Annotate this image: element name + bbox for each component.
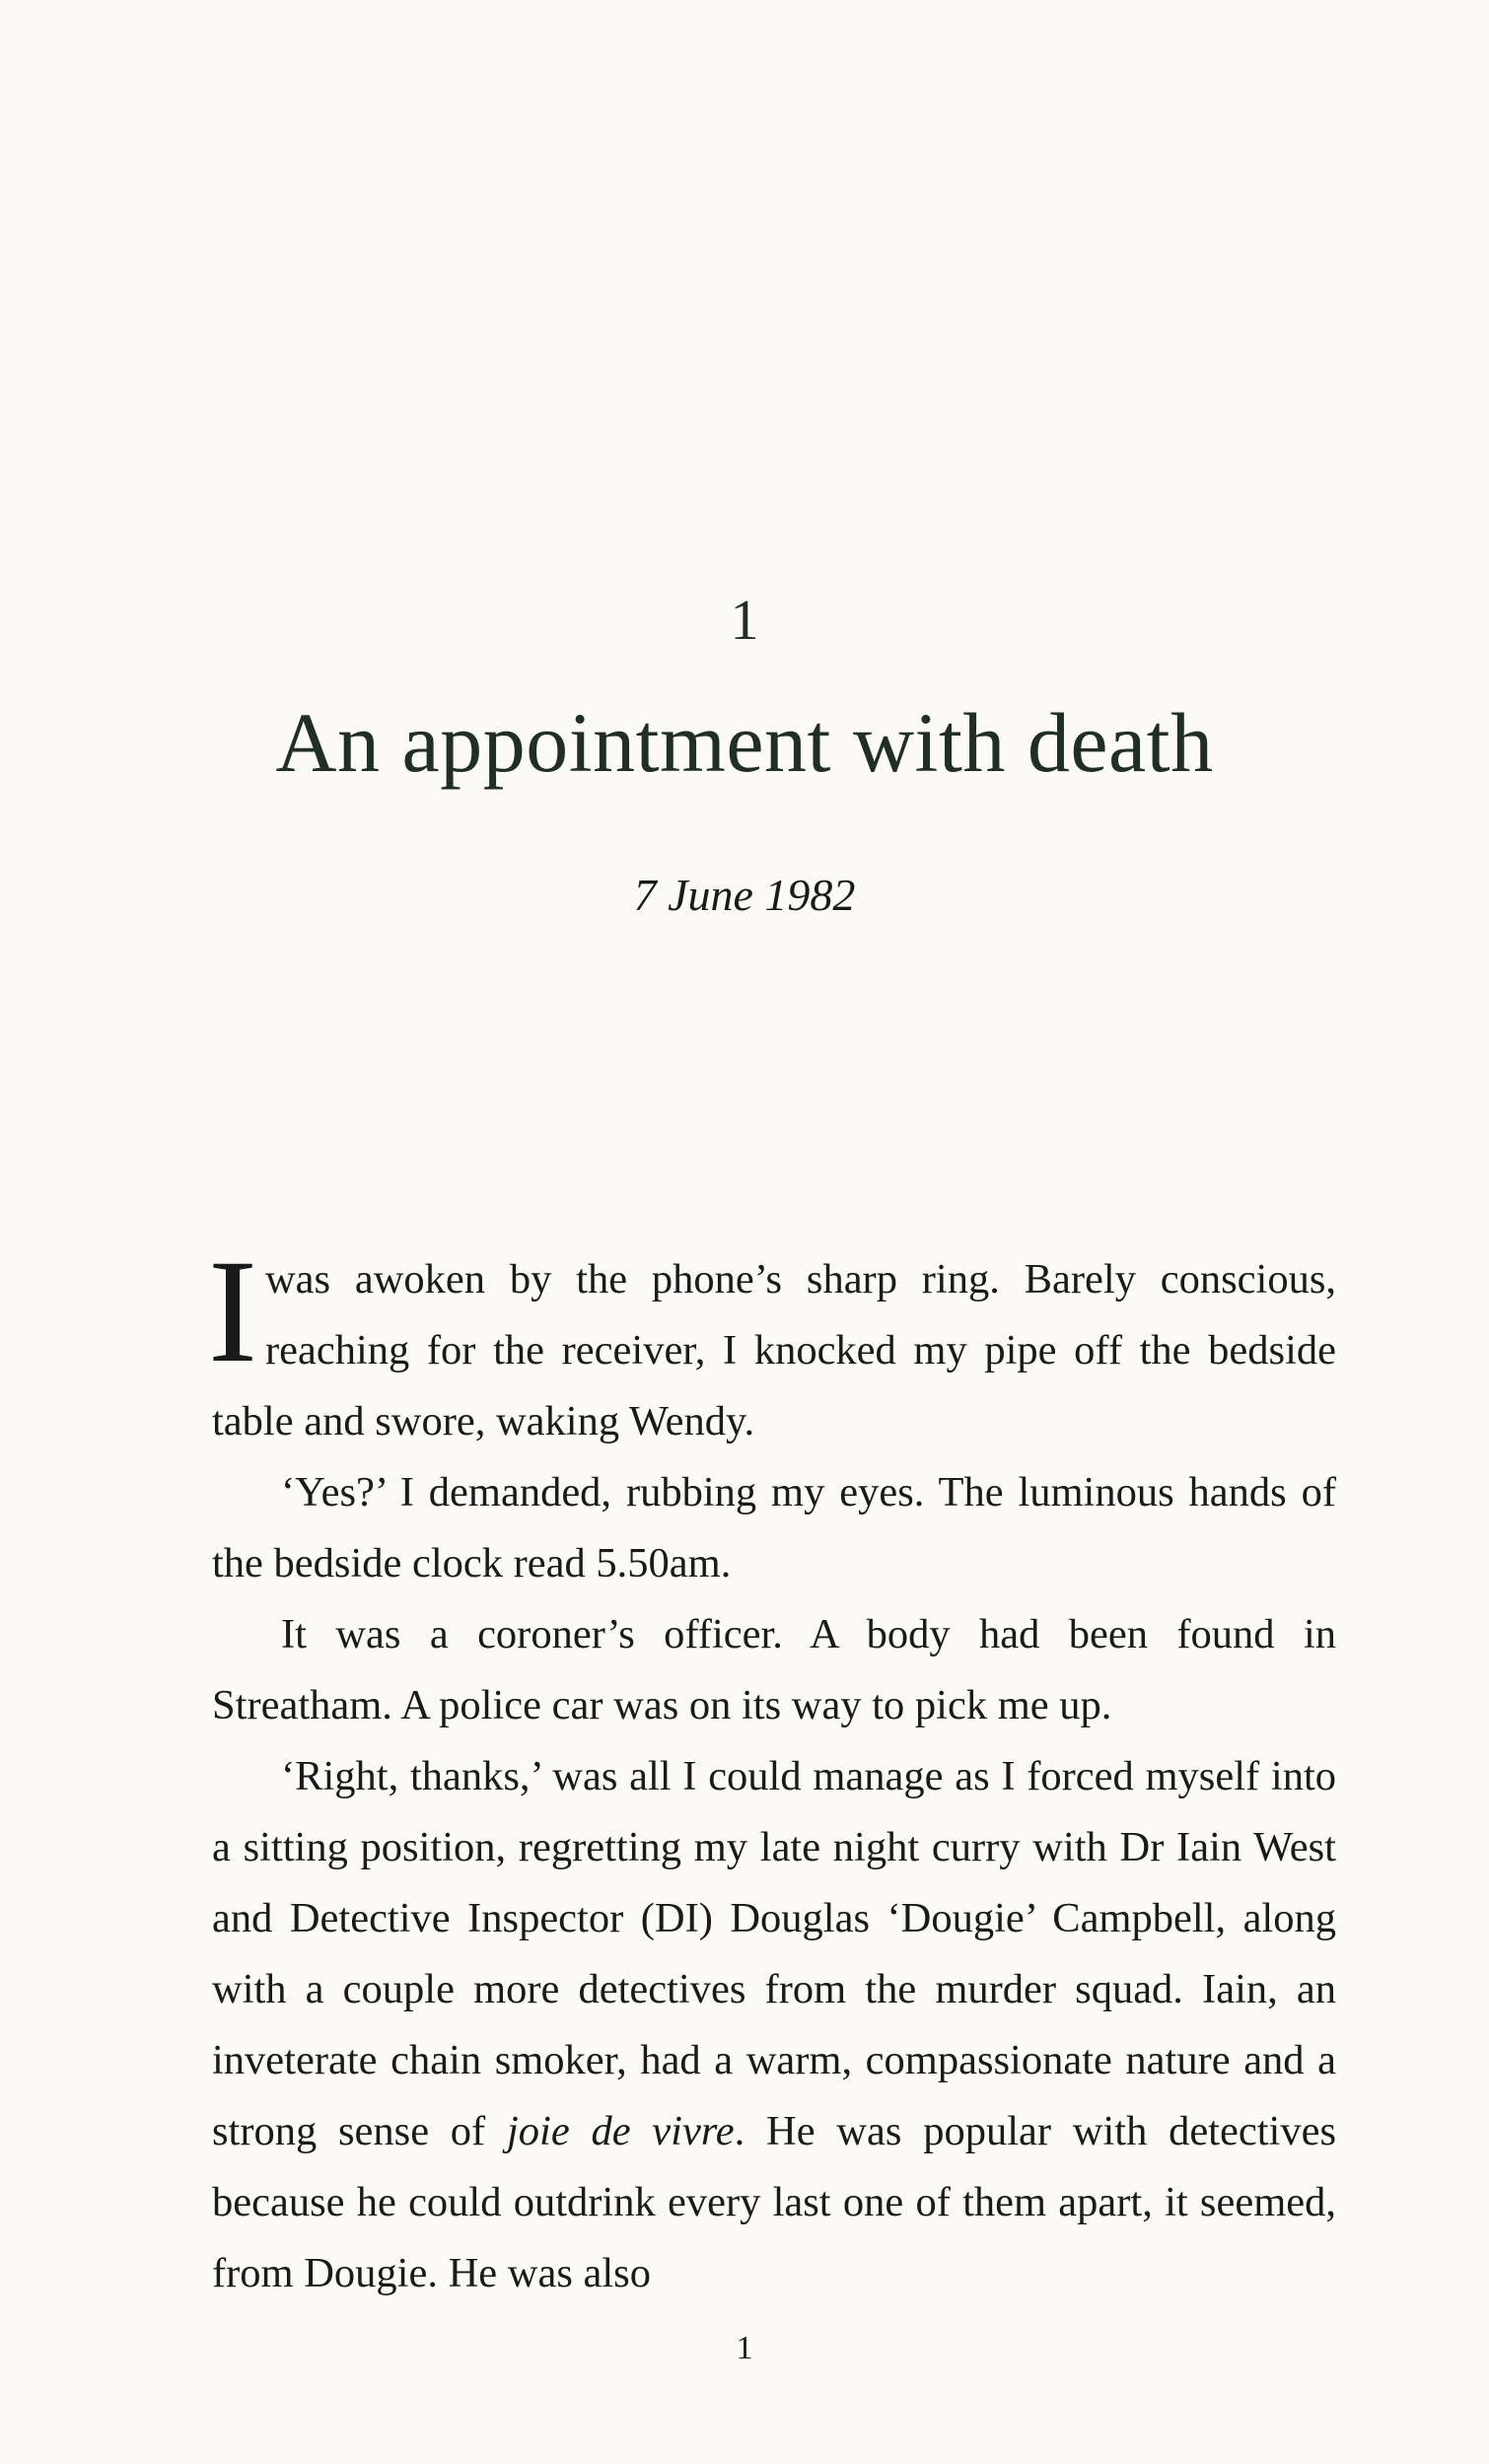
paragraph-4-italic-phrase: joie de vivre [506,2108,735,2154]
chapter-title: An appointment with death [275,695,1214,790]
chapter-body [208,1230,1336,2309]
paragraph-1-text: was awoken by the phone’s sharp ring. Barely conscious, reaching for the receiver, I knocked my pipe off the bedside table and swore, waking Wendy. [212,1256,1336,1444]
chapter-date: 7 June 1982 [633,870,856,920]
paragraph-4-text-start: ‘Right, thanks,’ was all I could manage as I forced myself into a sitting position, regretting my late night curry with Dr Iain West and Detective Inspector (DI) Douglas ‘Dougie’ Campbell, along with a couple more detectives from the murder squad. Iain, an inveterate chain smoker, had a warm, compassionate nature and a strong sense of [212,1753,1336,2154]
chapter-number: 1 [730,588,759,652]
drop-cap: I [208,1230,257,1393]
paragraph-2: ‘Yes?’ I demanded, rubbing my eyes. The luminous hands of the bedside clock read 5.50am. [212,1469,1336,1586]
paragraph-3: It was a coroner’s officer. A body had been found in Streatham. A police car was on its way to pick me up. [212,1611,1336,1728]
paragraph-4 [212,1741,1336,2309]
page-number: 1 [736,2330,753,2366]
paragraph-1 [208,1230,1336,1457]
paragraph-4-text-end: . He was popular with detectives because he could outdrink every last one of them apart, it seemed, from Dougie. He was also [212,2108,1336,2296]
